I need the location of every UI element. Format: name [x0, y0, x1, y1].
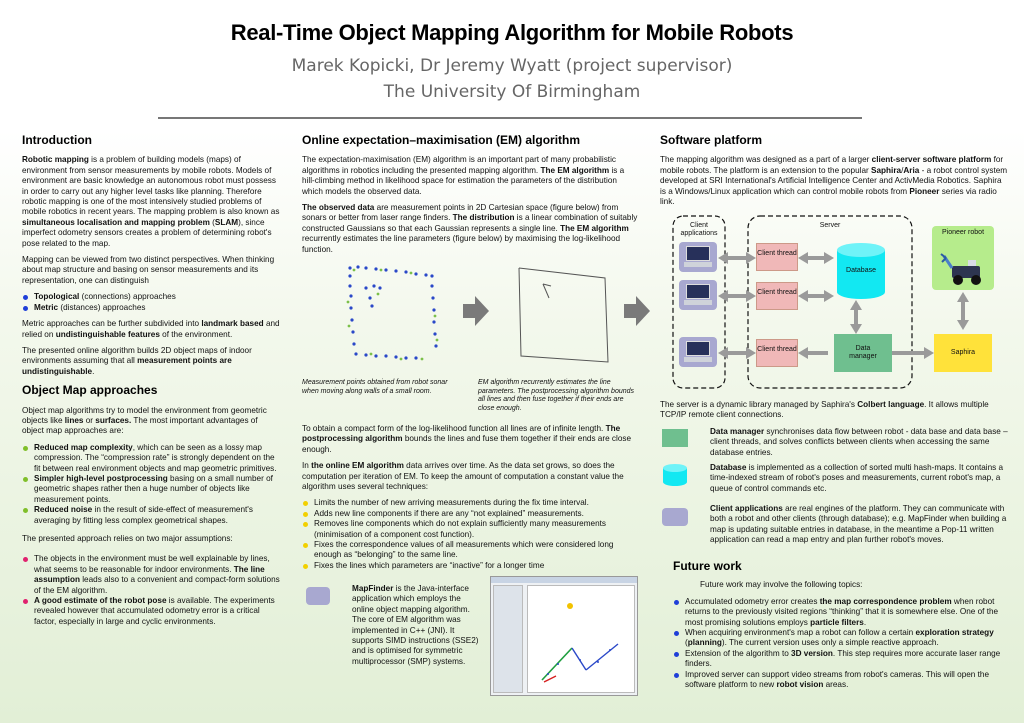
text: series via radio link.	[660, 186, 997, 207]
advantages-list	[22, 443, 280, 526]
list-item	[22, 596, 280, 627]
lavender-swatch	[662, 508, 688, 526]
legend-text	[710, 427, 1010, 458]
list-item	[22, 292, 280, 302]
text: (	[685, 638, 688, 648]
list-item	[22, 505, 280, 526]
text: when robot returns to the previously visited regions “thinking” that it is somewhere else. One of the most promising solutions employs	[685, 596, 999, 627]
screenshot-canvas	[527, 585, 635, 693]
measurement-points-figure	[336, 258, 446, 376]
list-item	[673, 628, 1009, 649]
term: robot vision	[776, 680, 824, 690]
text: and relied on	[22, 319, 280, 339]
term: The distribution	[452, 213, 515, 223]
screenshot-sidepanel	[493, 585, 523, 693]
list-item: Adds new line components if there are any “not explained” measurements.	[302, 509, 638, 519]
term: client-server software platform	[871, 155, 992, 165]
laptop-base	[684, 262, 712, 267]
text: areas.	[823, 680, 849, 690]
legend-client-apps	[660, 504, 1010, 546]
title-rule	[158, 117, 862, 119]
caption-measurements: Measurement points obtained from robot sonar when moving along walls of a small room.	[302, 379, 448, 395]
text: is a linear combination of suitably constructed Gaussians so that each Gaussian represents a single line.	[302, 213, 638, 233]
term: Colbert language	[857, 400, 925, 409]
text: (distances) approaches	[58, 302, 146, 312]
oma-paragraph-1	[22, 406, 280, 437]
text: are measurement points in 2D Cartesian space (figure below) from sonars or better from laser range finders.	[302, 203, 619, 223]
em-paragraph-3	[302, 424, 638, 455]
client-thread-box: Client thread	[756, 243, 798, 271]
term: The line assumption	[34, 564, 265, 585]
term: The postprocessing algorithm	[302, 424, 621, 444]
term: surfaces.	[95, 415, 132, 425]
text: The server is a dynamic library managed by Saphira's	[660, 400, 858, 409]
em-arrow-2	[624, 296, 650, 326]
term: The EM algorithm	[560, 223, 629, 233]
legend-text	[710, 504, 1010, 546]
term: undistinguishable features	[55, 329, 160, 339]
approach-list	[22, 292, 280, 313]
laptop-base	[684, 300, 712, 305]
mapfinder-screenshot	[490, 576, 638, 696]
em-heading: Online expectation–maximisation (EM) algorithm	[302, 133, 581, 147]
text: of the environment.	[159, 329, 233, 339]
term: Pioneer	[909, 186, 940, 196]
term: Data manager	[710, 427, 765, 436]
object-map-heading: Object Map approaches	[22, 383, 158, 398]
text: is implemented as a collection of sorted multi hash-maps. It contains a time-indexed stream of robot's poses and measurements, current robot's map, a queue of control commands etc.	[710, 463, 1004, 493]
green-swatch	[662, 429, 688, 447]
client-thread-box: Client thread	[756, 339, 798, 367]
term: A good estimate of the robot pose	[34, 596, 167, 606]
text: ), since imperfect odometry sensors creates a problem of determining robot's pose related to the map.	[22, 217, 272, 248]
column-middle	[302, 135, 638, 261]
term: Simpler high-level postprocessing	[34, 473, 168, 483]
term: lines	[64, 415, 84, 425]
term: exploration strategy	[915, 628, 994, 638]
text: recurrently estimates the line parameters (figure below) by maximising the log-likelihood function.	[302, 234, 621, 254]
text: synchronises data flow between robot - data base and data base – client threads, and solves conflicts between clients when accessing the same database entries.	[710, 427, 1008, 457]
assumptions-list	[22, 554, 280, 627]
list-item	[673, 649, 1009, 670]
cyan-cylinder-swatch	[662, 463, 688, 487]
text: Object map algorithms try to model the environment from geometric objects like	[22, 405, 267, 425]
text: (	[209, 217, 215, 227]
term: MapFinder	[352, 584, 394, 593]
text: is available. The experiments revealed however that accumulated odometry error is a critical factor, especially in large and cyclic environments.	[34, 596, 275, 626]
sw-paragraph-2-wrap	[660, 400, 1008, 427]
text: To obtain a compact form of the log-likelihood function all lines are of infinite length.	[302, 424, 606, 433]
term: Aria	[903, 165, 920, 175]
term: The observed data	[302, 203, 375, 213]
text: Extension of the algorithm to	[685, 648, 792, 658]
client-thread-box: Client thread	[756, 282, 798, 310]
column-left	[22, 135, 280, 633]
client-apps-label: Client applications	[680, 222, 718, 237]
em-paragraph-2	[302, 203, 638, 255]
fw-paragraph-1: Future work may involve the following topics:	[700, 580, 863, 590]
techniques-list	[302, 498, 638, 571]
text: The expectation-maximisation (EM) algorithm is an important part of many probabilistic algorithms in robotics including the presented mapping algorithm.	[302, 155, 616, 175]
sw-paragraph-1	[660, 155, 1008, 207]
text: The presented online algorithm builds 2D object maps of indoor environments assuming that all	[22, 345, 252, 366]
text: ). The current version uses only a simple reactive approach.	[721, 638, 939, 648]
intro-paragraph-4	[22, 346, 280, 377]
laptop-base	[684, 357, 712, 362]
text: .	[92, 366, 95, 376]
text: .	[863, 617, 867, 627]
list-item	[22, 443, 280, 474]
term: Saphira	[871, 165, 902, 175]
intro-paragraph-1	[22, 155, 280, 249]
term: Robotic mapping	[22, 155, 89, 165]
poster-title: Real-Time Object Mapping Algorithm for Mobile Robots	[230, 20, 794, 45]
laptop-screen	[686, 284, 710, 299]
laptop-screen	[686, 341, 710, 356]
legend-database	[660, 463, 1010, 494]
list-item	[673, 597, 1009, 628]
term: Client applications	[710, 504, 783, 513]
term: Reduced noise	[34, 505, 93, 515]
text: for mobile robots. The platform is an extension to the popular	[660, 155, 1004, 175]
laptop-icon	[679, 337, 717, 367]
term: particle filters	[810, 617, 864, 627]
text: . It allows multiple TCP/IP remote client connections.	[660, 400, 989, 420]
em-arrow-1	[463, 296, 489, 326]
caption-em-lines: EM algorithm recurrently estimates the line parameters. The postprocessing algorithm bounds all lines and then fuse together if their ends are close enough.	[478, 379, 635, 412]
text: in the result of side-effect of measurement's averaging by fitting less complex geometrical shapes.	[34, 505, 253, 525]
list-item	[22, 303, 280, 313]
text: is a hill-climbing method in likelihood space for estimation the parameters of the distribution which models the observed data.	[302, 165, 625, 196]
future-work-section	[673, 561, 1009, 696]
architecture-diagram	[660, 212, 1010, 394]
institution: The University Of Birmingham	[383, 82, 641, 102]
mapfinder-paragraph	[352, 584, 482, 667]
text: Metric approaches can be further subdivided into	[22, 319, 202, 329]
term: Reduced map complexity	[34, 442, 133, 452]
text: Accumulated odometry error creates	[685, 596, 820, 606]
text: /	[901, 165, 904, 175]
em-lines-figure	[505, 258, 617, 376]
screenshot-titlebar	[491, 577, 637, 583]
column-right	[660, 135, 1008, 213]
oma-paragraph-2: The presented approach relies on two major assumptions:	[22, 534, 233, 543]
server-label: Server	[819, 222, 841, 229]
term: Topological	[34, 292, 80, 302]
laptop-icon	[679, 242, 717, 272]
text: When acquiring environment's map a robot can follow a certain	[685, 628, 916, 638]
software-heading: Software platform	[660, 133, 763, 147]
pioneer-label: Pioneer robot	[941, 229, 985, 236]
list-item: Removes line components which do not explain sufficiently many measurements (minimisation of a component cost function).	[302, 519, 638, 540]
intro-paragraph-3	[22, 319, 280, 340]
list-item	[22, 474, 280, 505]
mapfinder-swatch	[306, 587, 330, 605]
laptop-icon	[679, 280, 717, 310]
term: 3D version	[791, 648, 833, 658]
text: The mapping algorithm was designed as a part of a larger	[660, 155, 872, 165]
intro-heading: Introduction	[22, 133, 92, 147]
em-paragraph-4	[302, 461, 638, 492]
text: Improved server can support video streams from robot's cameras. This will open the software platform to new	[685, 669, 990, 690]
text: data arrives over time. As the data set grows, so does the computation per iteration of EM. To keep the amount of computation a constant value the algorithm uses several techniques:	[302, 461, 624, 492]
list-item: Fixes the lines which parameters are “inactive” for a longer time	[302, 561, 638, 571]
legend-data-manager	[660, 427, 1010, 458]
text: bounds the lines and fuse them together if their ends are close enough.	[302, 434, 632, 454]
list-item: Limits the number of new arriving measurements during the fix time interval.	[302, 498, 638, 508]
text: . This step requires more accurate laser range finders.	[685, 648, 1001, 669]
text: are real engines of the platform. They can communicate with both a robot and other clients (through database); e.g. MapFinder when building a map is updating suitable entries in database, in the meantime a Pop-11 written application can read a map entry and plan further robot's moves.	[710, 504, 1007, 545]
em-paragraph-1	[302, 155, 638, 197]
intro-paragraph-2: Mapping can be viewed from two distinct perspectives. When thinking about map structure and basing on sensor measurements and its representation, one can distinguish	[22, 255, 275, 285]
screenshot-map-lines	[528, 586, 634, 692]
text: or	[83, 415, 96, 425]
database-label: Database	[846, 267, 876, 274]
saphira-box: Saphira	[934, 334, 992, 372]
pioneer-robot-panel	[932, 226, 994, 290]
sw-paragraph-2	[660, 400, 1008, 421]
term: simultaneous localisation and mapping problem	[22, 217, 210, 227]
text: In	[302, 461, 312, 471]
term: the map correspondence problem	[819, 596, 952, 606]
data-manager-box: Data manager	[834, 334, 892, 372]
text: The most important advantages of object map approaches are:	[22, 415, 258, 436]
term: the online EM algorithm	[311, 461, 404, 471]
robot-icon	[938, 252, 988, 286]
term: planning	[687, 638, 722, 648]
text: basing on a small number of geometric shapes rather then a huge number of objects like measurement points.	[34, 473, 273, 504]
term: measurement points are undistinguishable	[22, 356, 232, 376]
column-middle-lower	[302, 424, 638, 577]
term: Database	[710, 463, 747, 472]
legend-text	[710, 463, 1010, 494]
mapfinder-text	[352, 584, 482, 673]
authors: Marek Kopicki, Dr Jeremy Wyatt (project supervisor)	[291, 56, 733, 76]
text: leads also to a convenient and compact-form solutions of the EM algorithm.	[34, 575, 280, 595]
text: is a problem of building models (maps) of environment from sensor measurements by mobile robots. Models of environment are basic knowledge an autonomous robot must possess in order to carry out any higher level tasks like planning. Therefore robotic mapping is one of the most intensively studied problems of mobile robotics in recent years. The mapping problem is also known as	[22, 155, 280, 217]
term: Metric	[34, 302, 59, 312]
term: The EM algorithm	[540, 165, 610, 175]
term: landmark based	[201, 319, 264, 329]
future-work-heading: Future work	[673, 559, 742, 573]
term: SLAM	[214, 217, 239, 227]
laptop-screen	[686, 246, 710, 261]
text: , which can be seen as a lossy map compression. The “compression rate” is strongly dependent on the fit between real environment objects and map geometric primitives.	[34, 442, 277, 473]
list-item	[673, 670, 1009, 691]
list-item: Fixes the correspondence values of all measurements which were considered long enough as “belonging” to the same line.	[302, 540, 638, 561]
list-item	[22, 554, 280, 596]
future-list	[673, 597, 1009, 691]
text: - a robot control system developed at SRI International's Artificial Intelligence Center and ActivMedia Robotics. Saphira is a Windows/Linux application which can control mobile robots from	[660, 165, 1008, 196]
text: The objects in the environment must be well explainable by lines, what seems to be reasonable for indoor environments.	[34, 554, 270, 574]
text: is the Java-interface application which employs the online object mapping algorithm. The core of EM algorithm was implemented in C++ (JNI). It supports SIMD instructions (SSE2) and is optimised for symmetric multiprocessor (SMP) systems.	[352, 584, 479, 666]
text: (connections) approaches	[79, 292, 176, 302]
